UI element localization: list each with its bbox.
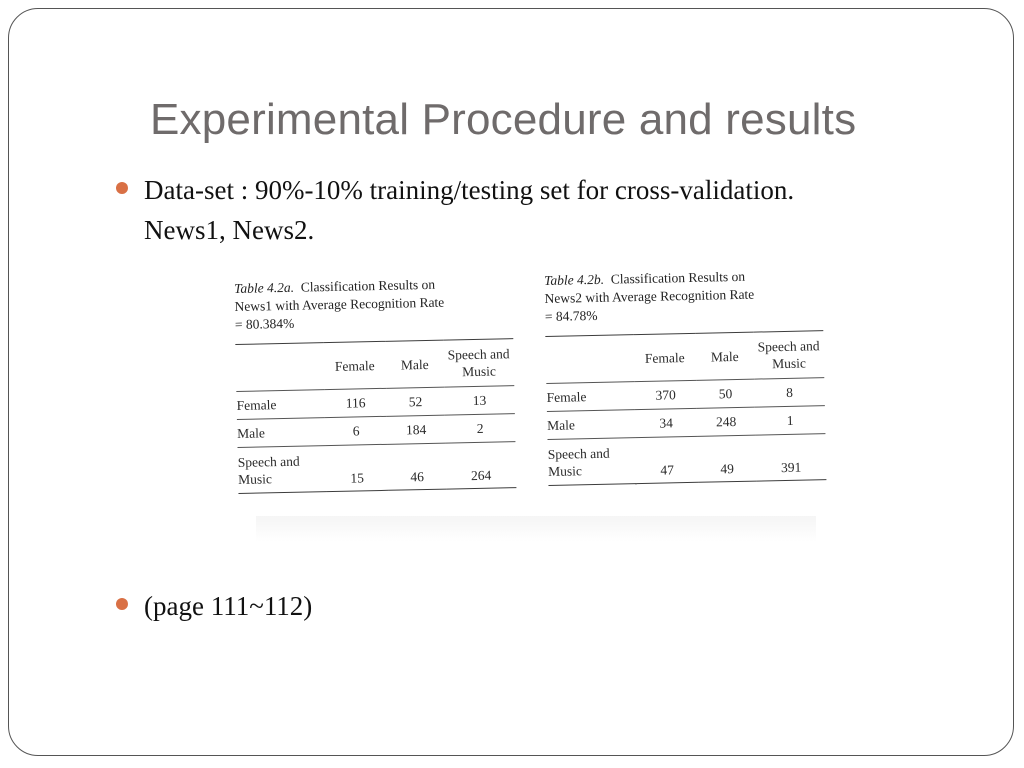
cell-value: 8 [754, 378, 825, 407]
row-label: Female [236, 390, 325, 420]
cell-value: 52 [386, 387, 445, 416]
row-label: Female [546, 382, 635, 412]
cell-value: 184 [387, 415, 446, 444]
table-b-col-header: Male [695, 332, 754, 380]
table-b-col-header: Female [633, 333, 696, 381]
table-a-grid [235, 338, 516, 494]
table-a-col-header: Male [385, 340, 444, 388]
cell-value: 34 [635, 408, 698, 437]
bullet-text-1 [144, 170, 794, 250]
cell-value: 248 [697, 407, 756, 436]
cell-value: 2 [445, 414, 516, 443]
cell-value: 1 [755, 406, 826, 435]
cell-value: 46 [387, 443, 446, 490]
table-b-header-row [545, 331, 824, 384]
table-b-caption [544, 266, 823, 326]
table-a-col-header: Speech and Music [443, 339, 514, 387]
cell-value: 50 [696, 379, 755, 408]
cell-value: 116 [324, 388, 387, 417]
bullet-1-line-2: News1, News2. [144, 215, 315, 245]
bullet-dot-1 [116, 182, 128, 194]
cell-value: 15 [325, 444, 388, 491]
table-b-caption-line3: = 84.78% [544, 307, 598, 324]
scanned-tables-image [226, 258, 830, 548]
cell-value: 264 [445, 442, 516, 489]
table-a-caption [234, 274, 513, 334]
table-b-caption-label: Table 4.2b. [544, 271, 605, 288]
table-a-caption-label: Table 4.2a. [234, 279, 295, 296]
cell-value: 49 [697, 435, 756, 482]
table-4-2a [234, 274, 516, 494]
bullet-2-line-1: (page 111~112) [144, 591, 313, 621]
row-label: Male [237, 418, 326, 448]
table-4-2b [544, 266, 826, 486]
table-row [548, 434, 827, 486]
table-b-caption-line1: Classification Results on [610, 268, 746, 287]
table-a-caption-line1: Classification Results on [300, 276, 436, 295]
table-a-col-header: Female [323, 341, 386, 389]
cell-value: 47 [635, 436, 698, 483]
row-label: Male [547, 410, 636, 440]
table-b-caption-line2: News2 with Average Recognition Rate [544, 286, 755, 306]
table-a-header-row [235, 339, 514, 392]
bullet-1-line-1: Data-set : 90%-10% training/testing set for cross-validation. [144, 175, 795, 205]
row-label: Speech and Music [548, 438, 637, 486]
row-label: Speech and Music [238, 446, 327, 494]
table-b-grid [545, 330, 826, 486]
table-row [238, 442, 517, 494]
table-a-caption-line2: News1 with Average Recognition Rate [234, 294, 445, 314]
scan-shadow [256, 516, 816, 542]
cell-value: 6 [325, 416, 388, 445]
bullet-dot-2 [116, 598, 128, 610]
cell-value: 391 [755, 434, 826, 481]
table-a-caption-line3: = 80.384% [234, 315, 295, 332]
cell-value: 370 [634, 380, 697, 409]
table-b-col-header: Speech and Music [753, 331, 824, 379]
slide-title: Experimental Procedure and results [150, 95, 857, 144]
cell-value: 13 [444, 386, 515, 415]
bullet-text-2 [144, 586, 312, 626]
